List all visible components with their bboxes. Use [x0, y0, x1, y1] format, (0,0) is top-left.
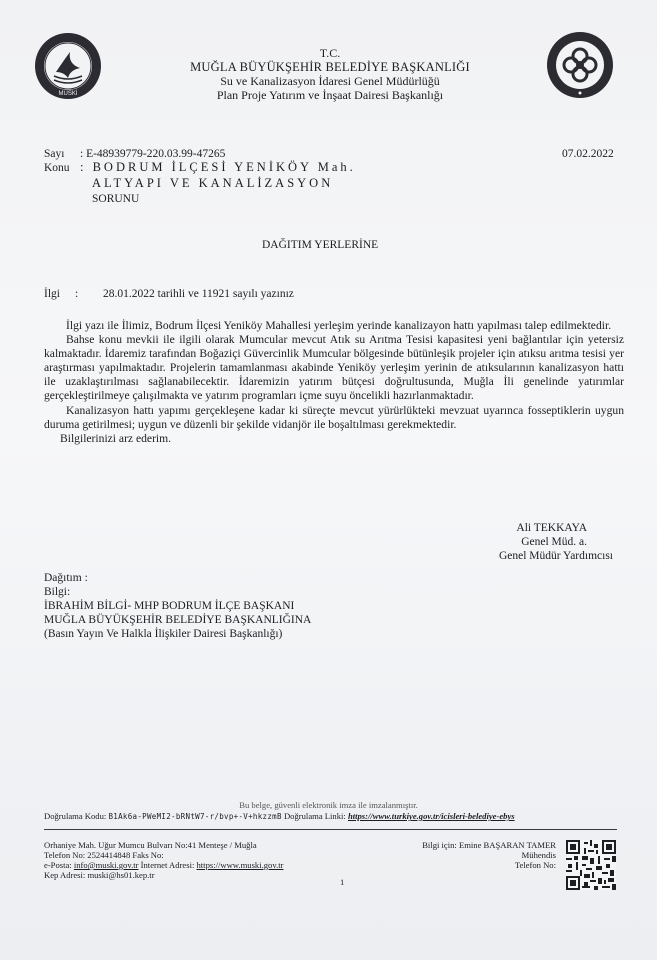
website-label: İnternet Adresi:: [138, 860, 197, 870]
contact-phone: Telefon No:: [514, 860, 556, 870]
konu-line-3: SORUNU: [92, 193, 140, 205]
signature-name: Ali TEKKAYA: [516, 522, 587, 534]
contact-info: [368, 840, 556, 870]
body-paragraph-3: Kanalizasyon hattı yapımı gerçekleşene kadar ki süreçte mevcut yürürlükteki mevzuat uyarınca fosseptiklerin uygun duruma getirilmesi; uygun ve düzenli bir şekilde vidanjör ile boşaltılması gerekmektedir.: [44, 403, 624, 431]
konu-line-2: ALTYAPI VE KANALİZASYON: [92, 176, 334, 190]
footer-divider: [44, 829, 617, 830]
body-paragraph-4: Bilgilerinizi arz ederim.: [60, 431, 172, 445]
body-paragraph-1: İlgi yazı ile İlimiz, Bodrum İlçesi Yeniköy Mahallesi yerleşim yerinde kanalizayon hattı yapılması talep edilmektedir.: [66, 319, 612, 332]
verify-code-label: Doğrulama Kodu:: [44, 811, 107, 821]
email-label: e-Posta:: [44, 860, 74, 870]
page-number: 1: [340, 877, 345, 887]
signature-title-2: Genel Müdür Yardımcısı: [498, 550, 613, 562]
address-line-3: [44, 860, 283, 870]
qr-code[interactable]: [566, 840, 616, 890]
konu-line-1: : BODRUM İLÇESİ YENİKÖY Mah.: [80, 160, 356, 174]
mugla-bb-logo: [546, 31, 614, 99]
esign-notice: Bu belge, güvenli elektronik imza ile imzalanmıştır.: [239, 800, 418, 810]
address-line-2: Telefon No: 2524414848 Faks No:: [44, 850, 164, 860]
distribution-recipient-3: (Basın Yayın Ve Halkla İlişkiler Dairesi Başkanlığı): [44, 628, 283, 640]
header-municipality: MUĞLA BÜYÜKŞEHİR BELEDİYE BAŞKANLIĞI: [190, 60, 470, 74]
muski-logo: [34, 32, 102, 100]
ilgi-separator: :: [75, 288, 79, 300]
distribution-recipient-2: MUĞLA BÜYÜKŞEHİR BELEDİYE BAŞKANLIĞINA: [44, 614, 312, 626]
signature-title-1: Genel Müd. a.: [521, 536, 587, 548]
address-line-1: Orhaniye Mah. Uğur Mumcu Bulvarı No:41 Menteşe / Muğla: [44, 840, 257, 850]
contact-person: Bilgi için: Emine BAŞARAN TAMER: [422, 840, 556, 850]
letterhead: [150, 46, 510, 102]
verification-line: [44, 811, 515, 822]
email-link[interactable]: info@muski.gov.tr: [73, 860, 139, 870]
distribution-block: [44, 571, 311, 641]
sayi-value: : E-48939779-220.03.99-47265: [80, 148, 226, 160]
header-tc: T.C.: [319, 46, 341, 60]
ilgi-label: İlgi: [44, 288, 60, 300]
verify-link[interactable]: https://www.turkiye.gov.tr/icisleri-belediye-ebys: [347, 811, 515, 821]
verify-link-label: Doğrulama Linki:: [283, 811, 346, 821]
header-department: Plan Proje Yatırım ve İnşaat Dairesi Başkanlığı: [216, 88, 444, 102]
distribution-recipient-1: İBRAHİM BİLGİ- MHP BODRUM İLÇE BAŞKANI: [44, 600, 295, 612]
sayi-label: Sayı: [44, 148, 65, 160]
konu-label: Konu: [44, 162, 70, 174]
letter-body: [44, 319, 624, 446]
document-date: 07.02.2022: [562, 148, 614, 160]
ilgi-text: 28.01.2022 tarihli ve 11921 sayılı yazınız: [103, 288, 294, 300]
address-block: [44, 840, 283, 880]
addressee: DAĞITIM YERLERİNE: [262, 239, 379, 251]
address-line-4: Kep Adresi: muski@hs01.kep.tr: [44, 870, 155, 880]
header-directorate: Su ve Kanalizasyon İdaresi Genel Müdürlüğü: [220, 74, 440, 88]
distribution-bilgi: Bilgi:: [44, 586, 71, 598]
verify-code: B1Ak6a-PWeMI2-bRNtW7-r/bvp+-V+hkzzmB: [108, 812, 282, 821]
body-paragraph-2: Bahse konu mevkii ile ilgili olarak Mumcular mevcut Atık su Arıtma Tesisi kapasitesi yeni bağlantılar için yetersiz kalmaktadır. İdaremiz tarafından Boğaziçi Güvercinlik Mumcular bölgesinde bütünleşik projeler için atıksu arıtma tesisi yer araştırması yapılmaktadır. Projelerin tamamlanması akabinde Yeniköy yerleşim yerinin de atıksularının kanalizasyon hattı ile uzaklaştırılması sağlanabilecektir. İdaremizin yatırım bütçesi doğrultusunda, Muğla İli genelinde yatırımlar gerçekleştirilmeye çalışılmakta ve yatırım programları içme suyu öncelikli hazırlanmaktadır.: [44, 333, 624, 403]
website-link[interactable]: https://www.muski.gov.tr: [196, 860, 284, 870]
muski-logo-caption: MUSKİ: [58, 91, 78, 97]
contact-title: Mühendis: [521, 850, 556, 860]
distribution-label: Dağıtım :: [44, 572, 88, 584]
